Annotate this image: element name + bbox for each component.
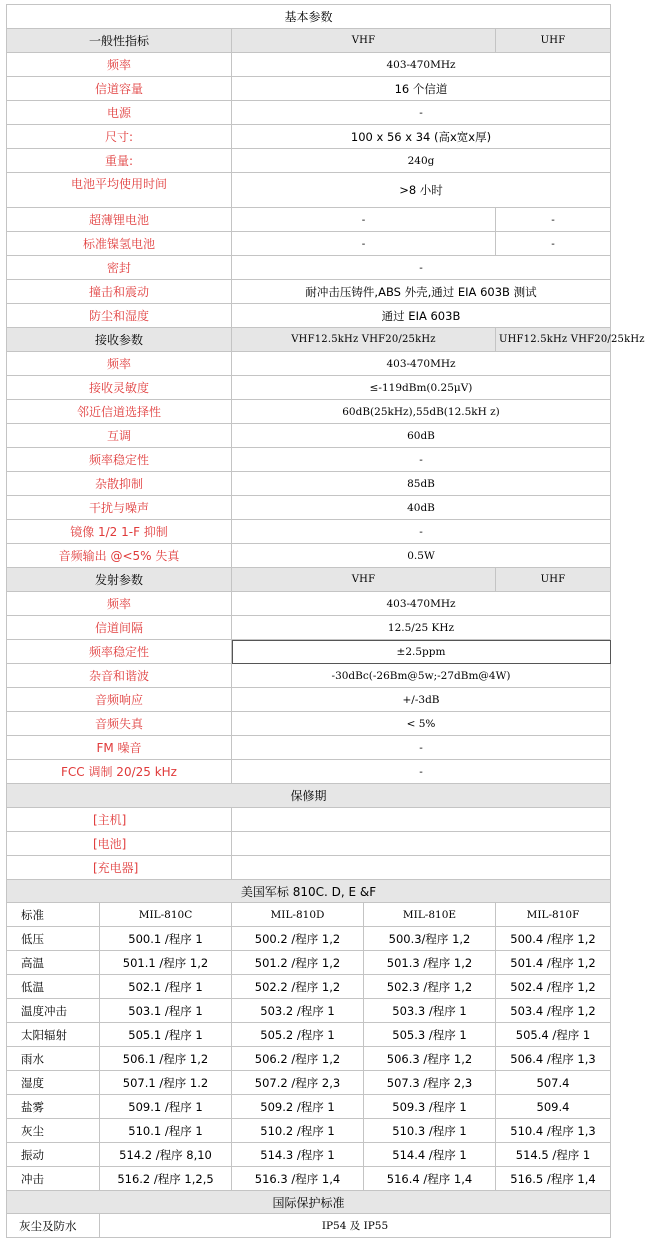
mil-row-f: 509.4	[496, 1095, 611, 1119]
mil-row-f: 507.4	[496, 1071, 611, 1095]
warranty-row-value	[232, 856, 611, 880]
receive-row-label: 频率	[7, 352, 232, 376]
mil-row-e: 505.3 /程序 1	[364, 1023, 496, 1047]
mil-row-d: 500.2 /程序 1,2	[232, 927, 364, 951]
mil-row-c: 507.1 /程序 1.2	[100, 1071, 232, 1095]
basic-row-value: 100 x 56 x 34 (高x宽x厚)	[232, 125, 611, 149]
basic-row-label: 电池平均使用时间	[7, 173, 232, 208]
mil-title: 美国军标 810C. D, E &F	[7, 880, 611, 903]
transmit-row-label: 杂音和谐波	[7, 664, 232, 688]
mil-row	[7, 1119, 611, 1143]
basic-row-label: 撞击和震动	[7, 280, 232, 304]
basic-row-label: 频率	[7, 53, 232, 77]
mil-row	[7, 1047, 611, 1071]
receive-row-label: 接收灵敏度	[7, 376, 232, 400]
mil-row-label: 低压	[7, 927, 100, 951]
mil-row-f: 502.4 /程序 1,2	[496, 975, 611, 999]
mil-row-label: 温度冲击	[7, 999, 100, 1023]
receive-row-label: 频率稳定性	[7, 448, 232, 472]
transmit-row-label: 频率	[7, 592, 232, 616]
transmit-row-value: -	[232, 736, 611, 760]
general-header-vhf: VHF	[232, 29, 496, 53]
mil-row-label: 雨水	[7, 1047, 100, 1071]
mil-row-c: 506.1 /程序 1,2	[100, 1047, 232, 1071]
receive-row-label: 镜像 1/2 1-F 抑制	[7, 520, 232, 544]
transmit-row-value: -	[232, 760, 611, 784]
mil-row-f: 501.4 /程序 1,2	[496, 951, 611, 975]
general-header-uhf: UHF	[496, 29, 611, 53]
basic-title: 基本参数	[7, 5, 611, 29]
receive-row-label: 邻近信道选择性	[7, 400, 232, 424]
mil-row-c: 510.1 /程序 1	[100, 1119, 232, 1143]
mil-header-label: 标准	[7, 903, 100, 927]
transmit-row-value: +/-3dB	[232, 688, 611, 712]
transmit-row-value: ±2.5ppm	[232, 640, 611, 664]
transmit-header-vhf: VHF	[232, 568, 496, 592]
mil-row-d: 501.2 /程序 1,2	[232, 951, 364, 975]
mil-row-c: 516.2 /程序 1,2,5	[100, 1167, 232, 1191]
mil-row-f: 510.4 /程序 1,3	[496, 1119, 611, 1143]
receive-row-label: 干扰与噪声	[7, 496, 232, 520]
warranty-row-label: [电池]	[7, 832, 232, 856]
mil-row	[7, 999, 611, 1023]
basic-row-value: -	[232, 101, 611, 125]
basic-row-value: 通过 EIA 603B	[232, 304, 611, 328]
transmit-row-value: -30dBc(-26Bm@5w;-27dBm@4W)	[232, 664, 611, 688]
ip-title: 国际保护标准	[7, 1191, 611, 1214]
receive-row-value: -	[232, 520, 611, 544]
transmit-row-label: FCC 调制 20/25 kHz	[7, 760, 232, 784]
basic-row-label: 电源	[7, 101, 232, 125]
mil-row	[7, 1071, 611, 1095]
transmit-row-value: 403-470MHz	[232, 592, 611, 616]
receive-row-value: 403-470MHz	[232, 352, 611, 376]
general-header-label: 一般性指标	[7, 29, 232, 53]
transmit-row-value: < 5%	[232, 712, 611, 736]
mil-row-d: 503.2 /程序 1	[232, 999, 364, 1023]
transmit-header-uhf: UHF	[496, 568, 611, 592]
mil-row-d: 506.2 /程序 1,2	[232, 1047, 364, 1071]
mil-row-f: 516.5 /程序 1,4	[496, 1167, 611, 1191]
basic-row-uhf: -	[496, 232, 611, 256]
mil-row-d: 516.3 /程序 1,4	[232, 1167, 364, 1191]
mil-row-e: 502.3 /程序 1,2	[364, 975, 496, 999]
mil-row-d: 502.2 /程序 1,2	[232, 975, 364, 999]
basic-row-label: 超薄锂电池	[7, 208, 232, 232]
ip-label: 灰尘及防水	[7, 1214, 100, 1238]
basic-row-label: 尺寸:	[7, 125, 232, 149]
basic-row-label: 重量:	[7, 149, 232, 173]
basic-row-label: 防尘和湿度	[7, 304, 232, 328]
mil-row-f: 503.4 /程序 1,2	[496, 999, 611, 1023]
mil-row-label: 灰尘	[7, 1119, 100, 1143]
mil-row-c: 500.1 /程序 1	[100, 927, 232, 951]
mil-row-f: 500.4 /程序 1,2	[496, 927, 611, 951]
mil-row-e: 516.4 /程序 1,4	[364, 1167, 496, 1191]
mil-row	[7, 1023, 611, 1047]
spec-table	[6, 4, 645, 1238]
mil-row-d: 510.2 /程序 1	[232, 1119, 364, 1143]
receive-row-label: 互调	[7, 424, 232, 448]
basic-row-value: >8 小时	[232, 173, 611, 208]
warranty-row-label: [主机]	[7, 808, 232, 832]
receive-row-value: 0.5W	[232, 544, 611, 568]
mil-row-d: 505.2 /程序 1	[232, 1023, 364, 1047]
receive-row-value: 60dB	[232, 424, 611, 448]
basic-row-label: 信道容量	[7, 77, 232, 101]
mil-row-label: 盐雾	[7, 1095, 100, 1119]
mil-row-label: 冲击	[7, 1167, 100, 1191]
transmit-row-label: 音频响应	[7, 688, 232, 712]
mil-row	[7, 951, 611, 975]
basic-row-vhf: -	[232, 232, 496, 256]
receive-header-label: 接收参数	[7, 328, 232, 352]
mil-row-label: 太阳辐射	[7, 1023, 100, 1047]
mil-row-f: 506.4 /程序 1,3	[496, 1047, 611, 1071]
ip-value: IP54 及 IP55	[100, 1214, 611, 1238]
mil-row	[7, 927, 611, 951]
mil-header-c: MIL-810C	[100, 903, 232, 927]
mil-row-d: 507.2 /程序 2,3	[232, 1071, 364, 1095]
mil-row-c: 509.1 /程序 1	[100, 1095, 232, 1119]
mil-rows	[7, 927, 611, 1191]
mil-row-c: 505.1 /程序 1	[100, 1023, 232, 1047]
receive-header-vhf: VHF12.5kHz VHF20/25kHz	[232, 328, 496, 352]
mil-row-d: 514.3 /程序 1	[232, 1143, 364, 1167]
mil-row	[7, 975, 611, 999]
mil-row-c: 502.1 /程序 1	[100, 975, 232, 999]
warranty-title: 保修期	[7, 784, 611, 808]
mil-row-e: 507.3 /程序 2,3	[364, 1071, 496, 1095]
mil-row-label: 低温	[7, 975, 100, 999]
receive-row-label: 音频输出 @<5% 失真	[7, 544, 232, 568]
mil-row-e: 510.3 /程序 1	[364, 1119, 496, 1143]
receive-row-value: -	[232, 448, 611, 472]
receive-row-label: 杂散抑制	[7, 472, 232, 496]
transmit-header-label: 发射参数	[7, 568, 232, 592]
basic-row-label: 密封	[7, 256, 232, 280]
basic-row-value: 耐冲击压铸件,ABS 外壳,通过 EIA 603B 测试	[232, 280, 611, 304]
warranty-row-value	[232, 832, 611, 856]
mil-row-e: 506.3 /程序 1,2	[364, 1047, 496, 1071]
transmit-row-value: 12.5/25 KHz	[232, 616, 611, 640]
receive-header-uhf: UHF12.5kHz VHF20/25kHz	[496, 328, 611, 352]
basic-row-value: 403-470MHz	[232, 53, 611, 77]
spec-sheet	[6, 4, 645, 1238]
mil-row-c: 503.1 /程序 1	[100, 999, 232, 1023]
mil-row-c: 514.2 /程序 8,10	[100, 1143, 232, 1167]
basic-row-value: 240g	[232, 149, 611, 173]
receive-row-value: 85dB	[232, 472, 611, 496]
mil-row-e: 514.4 /程序 1	[364, 1143, 496, 1167]
mil-row-f: 514.5 /程序 1	[496, 1143, 611, 1167]
mil-row-d: 509.2 /程序 1	[232, 1095, 364, 1119]
mil-row-e: 501.3 /程序 1,2	[364, 951, 496, 975]
mil-row-label: 湿度	[7, 1071, 100, 1095]
mil-row-c: 501.1 /程序 1,2	[100, 951, 232, 975]
receive-row-value: 60dB(25kHz),55dB(12.5kH z)	[232, 400, 611, 424]
mil-row-e: 509.3 /程序 1	[364, 1095, 496, 1119]
receive-row-value: 40dB	[232, 496, 611, 520]
basic-row-value: 16 个信道	[232, 77, 611, 101]
basic-row-vhf: -	[232, 208, 496, 232]
transmit-row-label: FM 噪音	[7, 736, 232, 760]
mil-row	[7, 1167, 611, 1191]
basic-row-value: -	[232, 256, 611, 280]
transmit-row-label: 信道间隔	[7, 616, 232, 640]
basic-row-uhf: -	[496, 208, 611, 232]
mil-row-e: 500.3/程序 1,2	[364, 927, 496, 951]
mil-row	[7, 1143, 611, 1167]
mil-row-label: 高温	[7, 951, 100, 975]
mil-header-e: MIL-810E	[364, 903, 496, 927]
mil-header-d: MIL-810D	[232, 903, 364, 927]
mil-row-label: 振动	[7, 1143, 100, 1167]
mil-row	[7, 1095, 611, 1119]
mil-header-f: MIL-810F	[496, 903, 611, 927]
transmit-row-label: 频率稳定性	[7, 640, 232, 664]
mil-row-f: 505.4 /程序 1	[496, 1023, 611, 1047]
warranty-row-value	[232, 808, 611, 832]
transmit-row-label: 音频失真	[7, 712, 232, 736]
mil-row-e: 503.3 /程序 1	[364, 999, 496, 1023]
basic-row-label: 标准镍氢电池	[7, 232, 232, 256]
warranty-row-label: [充电器]	[7, 856, 232, 880]
receive-row-value: ≤-119dBm(0.25μV)	[232, 376, 611, 400]
